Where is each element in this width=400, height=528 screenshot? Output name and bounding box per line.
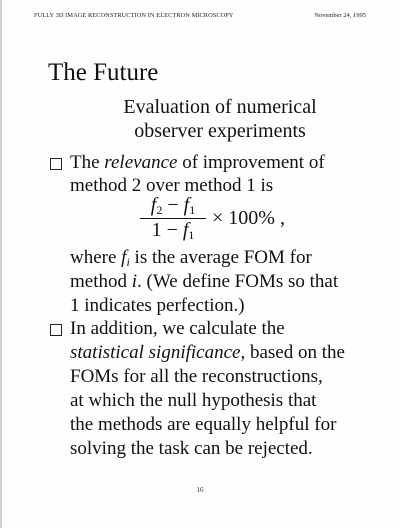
bullet1-line4-pre: method bbox=[70, 271, 132, 292]
slide-title: The Future bbox=[48, 59, 159, 86]
num-f1: f bbox=[183, 194, 190, 216]
bullet2-line2-post: , based on the bbox=[240, 342, 345, 363]
bullet1-line-2: method 2 over method 1 is bbox=[70, 175, 274, 196]
bullet2-line-5: the methods are equally helpful for bbox=[70, 414, 337, 435]
bullet1-line1-post: of improvement of bbox=[177, 152, 325, 173]
num-f2: f bbox=[150, 194, 157, 216]
fraction-numerator bbox=[140, 194, 206, 221]
den-sub-1: 1 bbox=[188, 228, 195, 242]
den-one-minus: 1 − bbox=[151, 219, 183, 241]
slide-subtitle bbox=[60, 95, 380, 143]
bullet1-relevance: relevance bbox=[104, 152, 178, 173]
bullet1-fi-sub: i bbox=[126, 255, 130, 269]
bullet-box-1-icon bbox=[50, 158, 62, 170]
bullet1-line3-post: is the average FOM for bbox=[129, 247, 312, 268]
bullet1-method-i: i bbox=[131, 271, 138, 292]
subtitle-line-2: observer experiments bbox=[134, 120, 306, 142]
subtitle-line-1: Evaluation of numerical bbox=[123, 96, 317, 118]
running-header-date: November 24, 1995 bbox=[314, 12, 366, 19]
num-sub-1: 1 bbox=[189, 203, 196, 217]
bullet1-fi: f bbox=[121, 247, 127, 268]
fraction-denominator bbox=[140, 219, 206, 246]
bullet2-line-3: FOMs for all the reconstructions, bbox=[70, 366, 323, 387]
bullet-box-2-icon bbox=[50, 324, 62, 336]
den-f1: f bbox=[182, 219, 189, 241]
page-number: 16 bbox=[196, 486, 204, 494]
bullet2-line-6: solving the task can be rejected. bbox=[70, 438, 313, 459]
bullet1-line-5: 1 indicates perfection.) bbox=[70, 295, 245, 316]
bullet1-line-4 bbox=[70, 270, 338, 294]
num-minus: − bbox=[162, 194, 184, 216]
bullet1-line3-pre: where bbox=[70, 247, 122, 268]
formula-times-100-percent: × 100% , bbox=[212, 207, 285, 229]
bullet2-line-2 bbox=[70, 341, 345, 365]
bullet1-line4-post: . (We define FOMs so that bbox=[137, 271, 339, 292]
page-left-edge bbox=[0, 0, 2, 528]
bullet1-line1-pre: The bbox=[70, 152, 105, 173]
num-sub-2: 2 bbox=[156, 203, 163, 217]
running-header-title: FULLY 3D IMAGE RECONSTRUCTION IN ELECTRON MICROSCOPY bbox=[34, 12, 234, 19]
bullet2-line-1: In addition, we calculate the bbox=[70, 318, 285, 339]
bullet2-statistical-significance: statistical significance bbox=[70, 342, 241, 363]
bullet2-line-4: at which the null hypothesis that bbox=[70, 390, 317, 411]
bullet1-line-1 bbox=[70, 151, 325, 175]
